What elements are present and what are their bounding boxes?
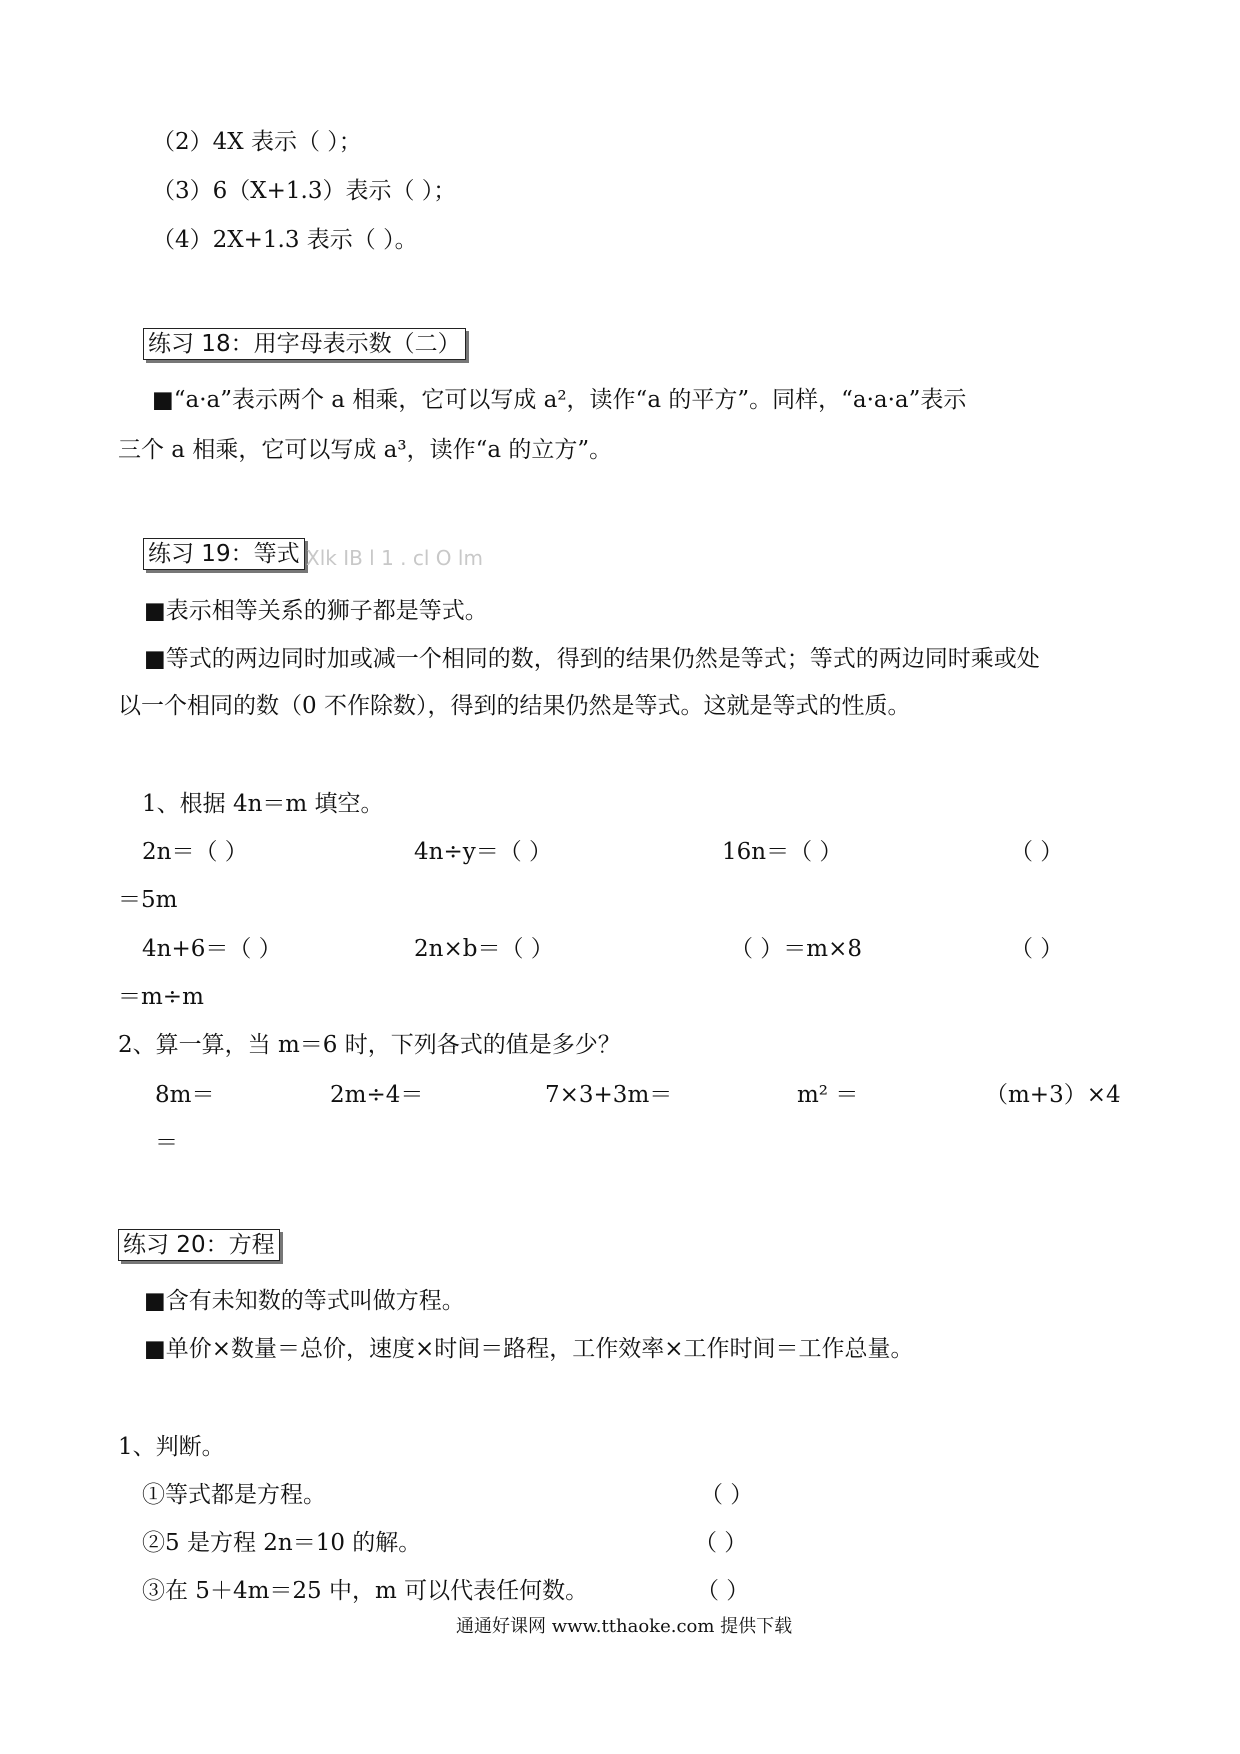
judge-item2-paren: （ ） xyxy=(694,1530,748,1556)
q2-continuation: ＝ xyxy=(155,1130,178,1156)
q1-row2-cell1: 4n+6＝（ ） xyxy=(142,936,282,962)
section-19-point2-line1: ■等式的两边同时加或减一个相同的数，得到的结果仍然是等式；等式的两边同时乘或处 xyxy=(144,646,1040,672)
section-20-point1: ■含有未知数的等式叫做方程。 xyxy=(144,1288,465,1314)
q2-cell3: 7×3+3m＝ xyxy=(545,1082,673,1108)
section-20-point2: ■单价×数量＝总价，速度×时间＝路程，工作效率×工作时间＝工作总量。 xyxy=(144,1336,914,1362)
q1-row1-continuation: ＝5m xyxy=(118,887,178,913)
q1-row2-continuation: ＝m÷m xyxy=(118,984,204,1010)
q2-cell5: （m+3）×4 xyxy=(985,1082,1121,1108)
q2-cell1: 8m＝ xyxy=(155,1082,215,1108)
footer-credit: 通通好课网 www.tthaoke.com 提供下载 xyxy=(456,1616,793,1637)
judge-item1-paren: （ ） xyxy=(700,1482,754,1508)
item-2: （2）4X 表示（ ）； xyxy=(152,129,362,155)
section-19-point2-line2: 以一个相同的数（0 不作除数），得到的结果仍然是等式。这就是等式的性质。 xyxy=(118,693,911,719)
judge-item3: ③在 5＋4m＝25 中，m 可以代表任何数。 xyxy=(142,1578,589,1604)
judge-item2: ②5 是方程 2n＝10 的解。 xyxy=(142,1530,422,1556)
q1-row1-cell4: （ ） xyxy=(1010,839,1064,865)
section-18-paragraph-line1: ■“a·a”表示两个 a 相乘，它可以写成 a²，读作“a 的平方”。同样，“a·a·a”表示 xyxy=(152,387,967,413)
q2-title: 2、算一算，当 m＝6 时，下列各式的值是多少？ xyxy=(118,1032,621,1058)
q1-row2-cell3: （ ）＝m×8 xyxy=(730,936,863,962)
q1-row1-cell3: 16n＝（ ） xyxy=(722,839,843,865)
item-4: （4）2X+1.3 表示（ ）。 xyxy=(152,227,418,253)
watermark-text: Xlk IB l 1 . cl O lm xyxy=(306,546,483,570)
section-19-title: 练习 19：等式 xyxy=(143,538,305,570)
judge-item3-paren: （ ） xyxy=(696,1578,750,1604)
item-3: （3）6（X+1.3）表示（ ）； xyxy=(152,178,457,204)
q1-row2-cell4: （ ） xyxy=(1010,936,1064,962)
section-18-title: 练习 18：用字母表示数（二） xyxy=(143,328,466,360)
judge-title: 1、判断。 xyxy=(118,1434,225,1460)
q1-title: 1、根据 4n＝m 填空。 xyxy=(142,791,384,817)
section-18-paragraph-line2: 三个 a 相乘，它可以写成 a³，读作“a 的立方”。 xyxy=(118,437,613,463)
q1-row2-cell2: 2n×b＝（ ） xyxy=(414,936,554,962)
q2-cell2: 2m÷4＝ xyxy=(330,1082,424,1108)
q1-row1-cell1: 2n＝（ ） xyxy=(142,839,248,865)
q2-cell4: m² ＝ xyxy=(797,1082,859,1108)
section-20-title: 练习 20：方程 xyxy=(118,1229,280,1261)
section-19-point1: ■表示相等关系的狮子都是等式。 xyxy=(144,598,488,624)
q1-row1-cell2: 4n÷y＝（ ） xyxy=(414,839,553,865)
judge-item1: ①等式都是方程。 xyxy=(142,1482,326,1508)
